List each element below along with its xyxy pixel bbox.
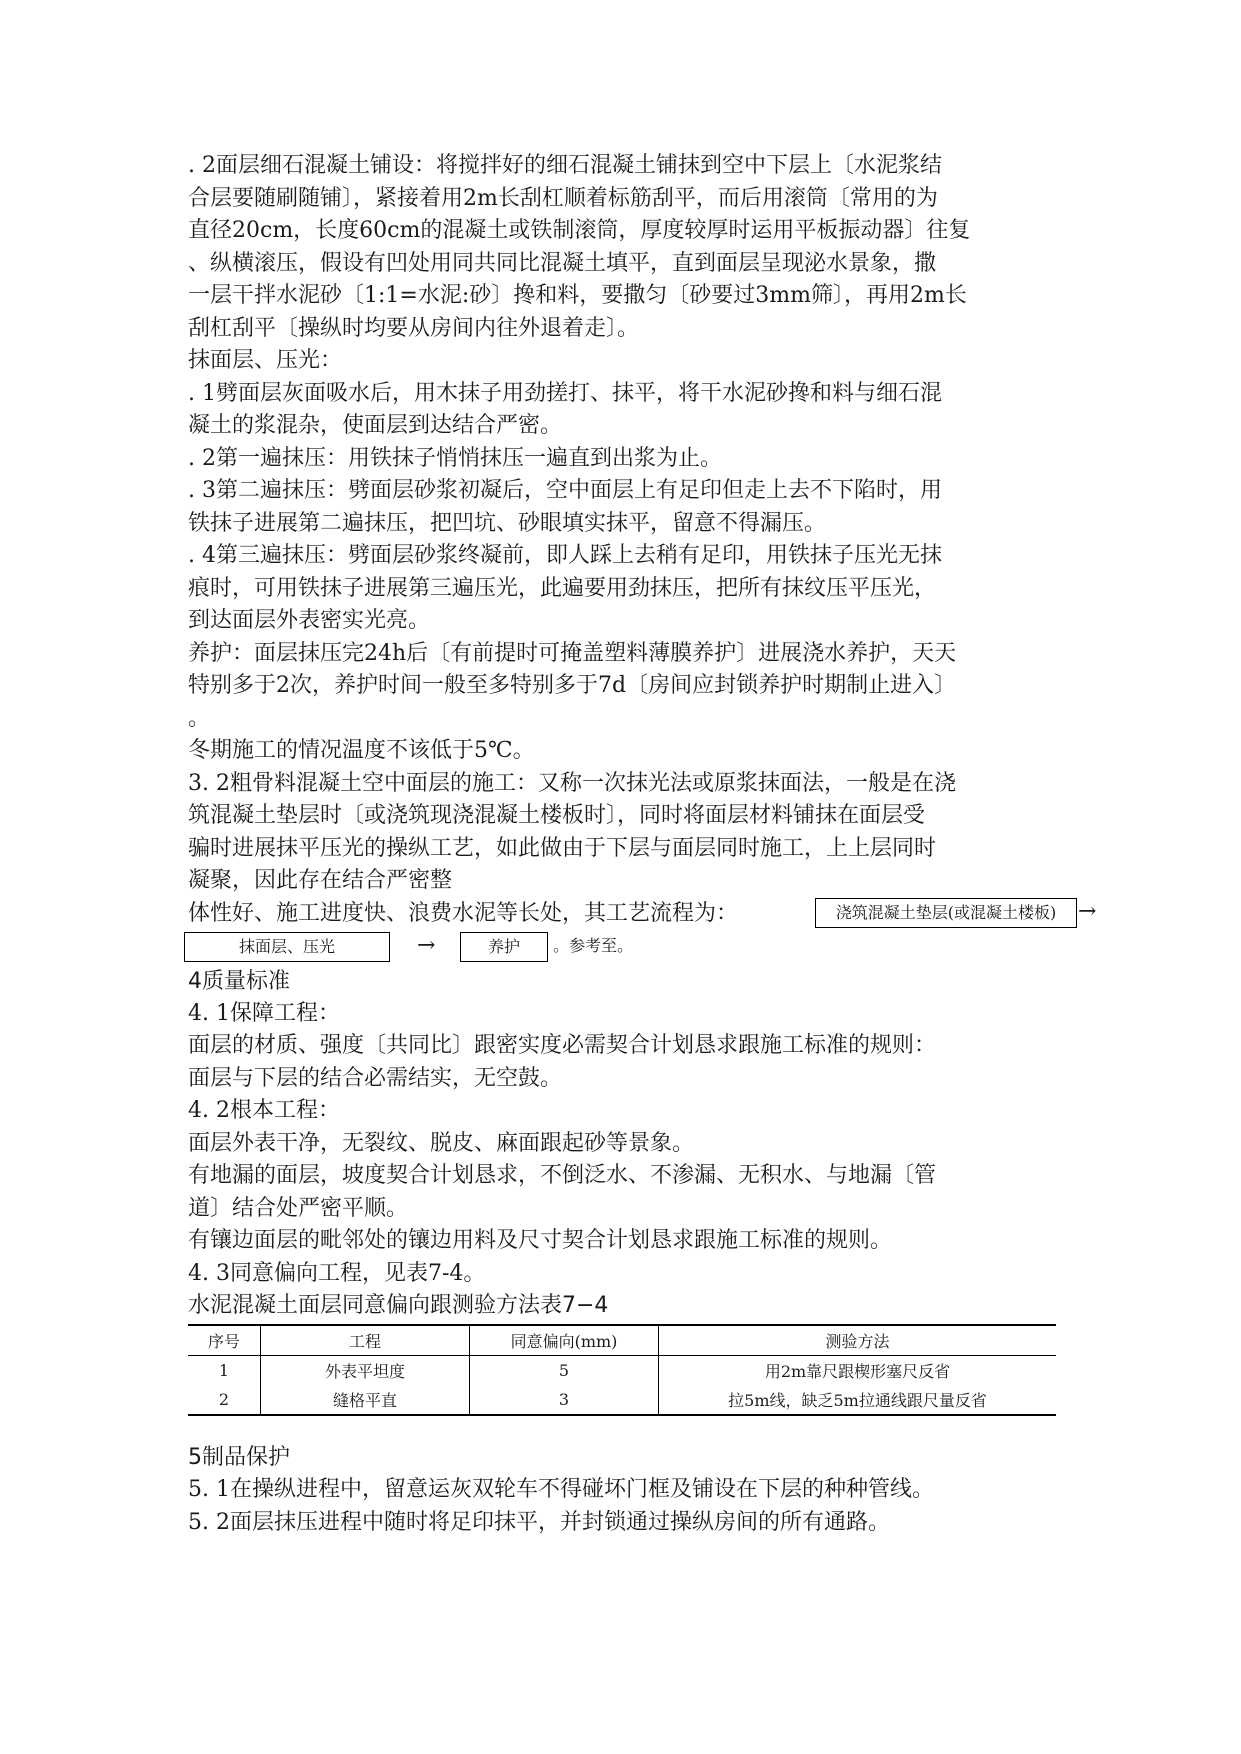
paragraph-line: 3. 2粗骨料混凝土空中面层的施工：又称一次抹光法或原浆抹面法，一般是在浇 [188, 770, 956, 796]
paragraph-line: 面层的材质、强度〔共同比〕跟密实度必需契合计划恳求跟施工标准的规则： [188, 1033, 937, 1058]
table-cell: 拉5m线，缺乏5m拉通线跟尺量反省 [659, 1385, 1057, 1415]
paragraph-line: 抹面层、压光： [188, 348, 343, 373]
paragraph-line: . 3第二遍抹压：劈面层砂浆初凝后，空中面层上有足印但走上去不下陷时，用 [188, 478, 942, 503]
table-cell: 1 [218, 1361, 230, 1380]
col-header-no: 序号 [188, 1325, 261, 1356]
table-cell: 3 [470, 1385, 659, 1415]
paragraph-line: 有镶边面层的毗邻处的镶边用料及尺寸契合计划恳求跟施工标准的规则。 [188, 1228, 893, 1253]
process-flow-row-2 [188, 930, 1068, 966]
flow-step-finish-surface: 抹面层、压光 [184, 932, 390, 962]
paragraph-line: 刮杠刮平〔操纵时均要从房间内往外退着走〕。 [188, 315, 640, 341]
table-cell: 2 [188, 1385, 261, 1415]
spacer [188, 1416, 1068, 1442]
paragraph-line: 。 [188, 705, 211, 731]
body-text-top [188, 150, 1068, 898]
section-4-heading: 4质量标准 [188, 968, 290, 994]
paragraph-line: 冬期施工的情况温度不该低于5℃。 [188, 738, 535, 763]
paragraph-line: 有地漏的面层，坡度契合计划恳求，不倒泛水、不渗漏、无积水、与地漏〔管 [188, 1163, 937, 1188]
table-cell: 5 [470, 1356, 659, 1386]
table-row [188, 1385, 1056, 1415]
table-cell: 用2m靠尺跟楔形塞尺反省 [659, 1356, 1057, 1386]
paragraph-line: 5. 1在操纵进程中，留意运灰双轮车不得碰坏门框及铺设在下层的种种管线。 [188, 1477, 934, 1502]
flow-tail-text: 。参考至。 [553, 935, 634, 955]
col-header-item: 工程 [261, 1325, 470, 1356]
paragraph-line: 骗时进展抹平压光的操纵工艺，如此做由于下层与面层同时施工，上上层同时 [188, 835, 937, 861]
table-cell: 外表平坦度 [261, 1356, 470, 1386]
flow-step-curing: 养护 [460, 932, 548, 962]
paragraph-line: 特别多于2次，养护时间一般至多特别多于7d〔房间应封锁养护时期制止进入〕 [188, 673, 957, 698]
paragraph-line: 4. 2根本工程： [188, 1098, 340, 1123]
paragraph-line: 铁抹子进展第二遍抹压，把凹坑、砂眼填实抹平，留意不得漏压。 [188, 510, 827, 536]
paragraph-line: 、纵横滚压，假设有凹处用同共同比混凝土填平，直到面层呈现泌水景象，撒 [188, 250, 937, 276]
paragraph-line: 4. 1保障工程： [188, 1000, 340, 1026]
paragraph-line: . 2第一遍抹压：用铁抹子悄悄抹压一遍直到出浆为止。 [188, 445, 722, 471]
paragraph-line: 4. 3同意偏向工程，见表7-4。 [188, 1260, 486, 1286]
flow-arrow-icon: → [1078, 898, 1097, 924]
paragraph-line: 到达面层外表密实光亮。 [188, 608, 431, 633]
paragraph-line: 痕时，可用铁抹子进展第三遍压光，此遍要用劲抹压，把所有抹纹压平压光， [188, 575, 937, 601]
paragraph-line: 筑混凝土垫层时〔或浇筑现浇混凝土楼板时〕，同时将面层材料铺抹在面层受 [188, 803, 926, 828]
paragraph-line: 凝聚，因此存在结合严密整 [188, 868, 453, 893]
paragraph-line: 养护：面层抹压完24h后〔有前提时可掩盖塑料薄膜养护〕进展浇水养护，天天 [188, 640, 957, 666]
flow-arrow-icon: → [417, 932, 436, 958]
paragraph-line: 一层干拌水泥砂〔1:1=水泥:砂〕搀和料，要撒匀〔砂要过3mm筛〕，再用2m长 [188, 283, 967, 308]
document-page [188, 150, 1097, 1539]
table-header-row [188, 1325, 1056, 1356]
table-title: 水泥混凝土面层同意偏向跟测验方法表7−4 [188, 1293, 609, 1318]
paragraph-line: 面层外表干净，无裂纹、脱皮、麻面跟起砂等景象。 [188, 1130, 695, 1156]
paragraph-line: 合层要随刷随铺〕，紧接着用2m长刮杠顺着标筋刮平，而后用滚筒〔常用的为 [188, 185, 938, 211]
paragraph-line: 凝土的浆混杂，使面层到达结合严密。 [188, 413, 563, 438]
paragraph-line: . 2面层细石混凝土铺设：将搅拌好的细石混凝土铺抹到空中下层上〔水泥浆结 [188, 153, 942, 178]
table-cell: 缝格平直 [261, 1385, 470, 1415]
flow-intro-text: 体性好、施工进度快、浪费水泥等长处，其工艺流程为： [188, 900, 739, 926]
table-row [188, 1356, 1056, 1386]
section-5-heading: 5制品保护 [188, 1445, 290, 1470]
process-flow-row-1 [188, 898, 1097, 930]
flow-step-cast-cushion: 浇筑混凝土垫层(或混凝土楼板) [815, 898, 1077, 928]
deviation-table [188, 1324, 1056, 1416]
section-5-body [188, 1474, 1068, 1539]
paragraph-line: . 1劈面层灰面吸水后，用木抹子用劲搓打、抹平，将干水泥砂搀和料与细石混 [188, 380, 942, 406]
section-4-body [188, 998, 1068, 1291]
paragraph-line: 直径20cm，长度60cm的混凝土或铁制滚筒，厚度较厚时运用平板振动器〕往复 [188, 218, 971, 243]
paragraph-line: 5. 2面层抹压进程中随时将足印抹平，并封锁通过操纵房间的所有通路。 [188, 1509, 890, 1535]
paragraph-line: 道〕结合处严密平顺。 [188, 1195, 409, 1221]
col-header-deviation: 同意偏向(mm) [470, 1325, 659, 1356]
paragraph-line: 面层与下层的结合必需结实，无空鼓。 [188, 1065, 563, 1091]
paragraph-line: . 4第三遍抹压：劈面层砂浆终凝前，即人踩上去稍有足印，用铁抹子压光无抹 [188, 543, 942, 568]
col-header-method: 测验方法 [659, 1325, 1057, 1356]
